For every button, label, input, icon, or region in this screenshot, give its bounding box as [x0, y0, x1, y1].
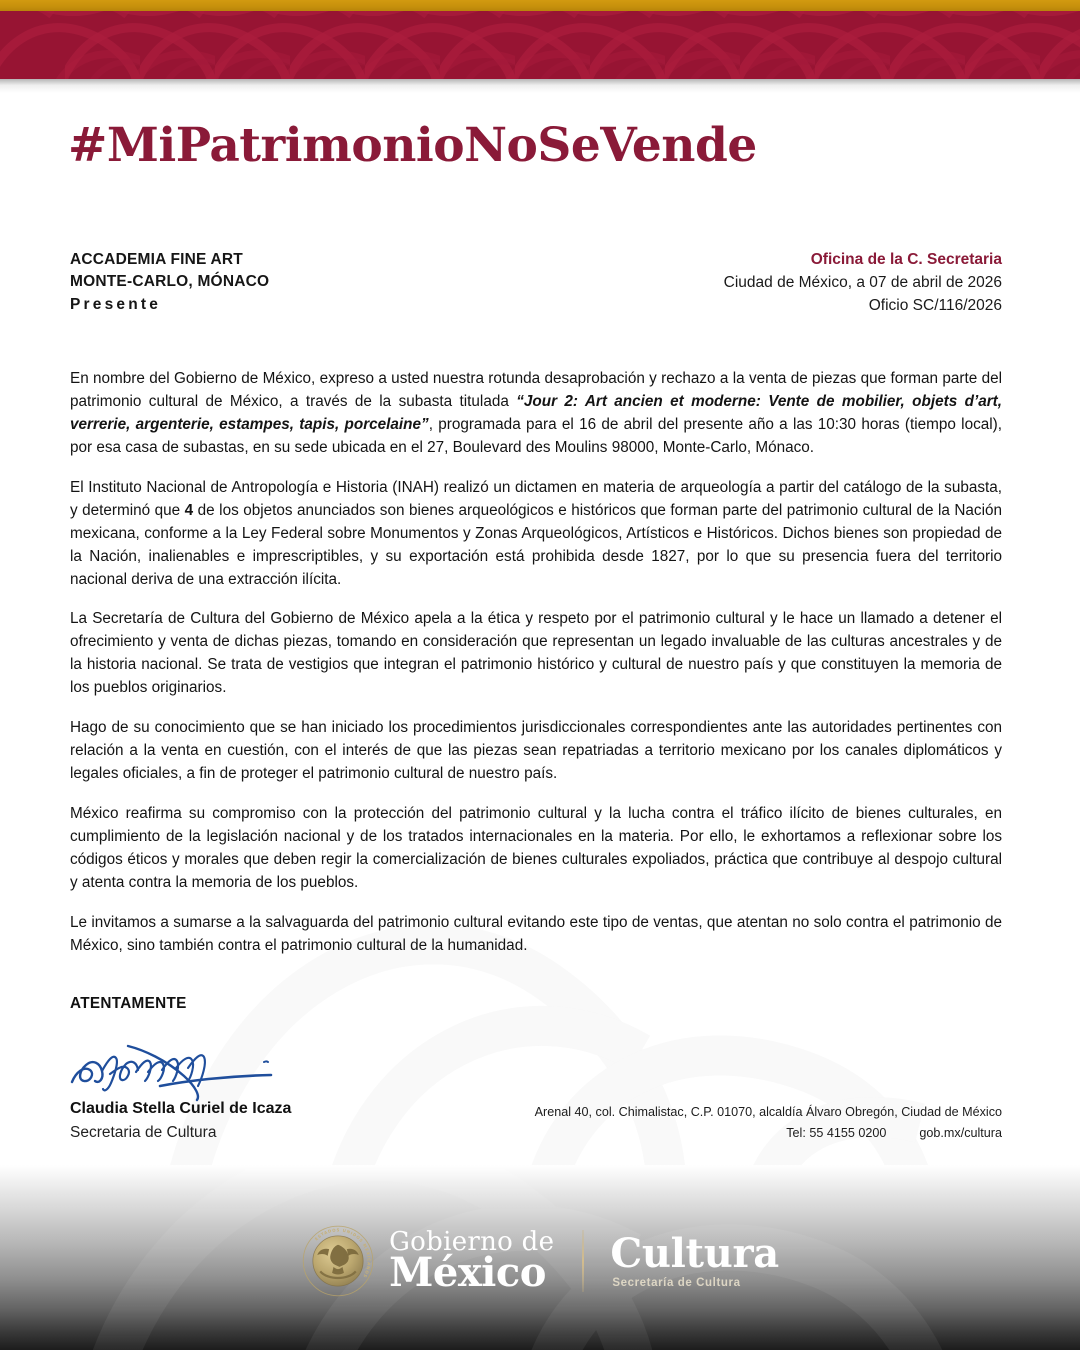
mexican-coat-of-arms-seal-icon: [301, 1224, 375, 1298]
band-swirl-pattern: [0, 11, 1080, 79]
gob-line-2: México: [389, 1249, 546, 1297]
letter-body: [70, 368, 1002, 975]
sender-block: [724, 249, 1002, 317]
office-address-block: [535, 1102, 1002, 1144]
paragraph-1: [70, 368, 1002, 460]
office-contact-row: [535, 1123, 1002, 1144]
recipient-line-1: ACCADEMIA FINE ART: [70, 251, 243, 268]
handwritten-signature: [66, 1034, 296, 1104]
object-count: 4: [184, 501, 194, 519]
cultura-subtitle: Secretaría de Cultura: [612, 1276, 741, 1289]
page-title: #MiPatrimonioNoSeVende: [68, 118, 757, 173]
gob-line-1: Gobierno de: [389, 1226, 555, 1257]
paragraph-2-part-a: El Instituto Nacional de Antropología e Historia (INAH) realizó un dictamen en materia de arqueología a partir del catálogo de la subasta, y determinó que: [70, 478, 1002, 519]
recipient-presente: Presente: [70, 295, 162, 313]
paragraph-1-part-a: En nombre del Gobierno de México, expreso a usted nuestra rotunda desaprobación y rechazo a la venta de piezas que forman parte del patrimonio cultural de México, a través de la subasta titulada: [70, 370, 1002, 410]
sender-office: Oficina de la C. Secretaria: [810, 251, 1002, 268]
gobierno-de-mexico-wordmark: [389, 1226, 555, 1297]
footer-logo-row: [0, 1224, 1080, 1298]
office-telephone: Tel: 55 4155 0200: [786, 1125, 887, 1140]
maroon-header-band: [0, 11, 1080, 79]
cultura-title: Cultura: [610, 1229, 779, 1277]
logo-divider: [582, 1230, 584, 1292]
closing-salutation: ATENTAMENTE: [70, 995, 187, 1012]
paragraph-1-part-b: , programada para el 16 de abril del presente año a las 10:30 horas (tiempo local), por esa casa de subastas, en su sede ubicada en el 27, Boulevard des Moulins 98000, Monte-Carlo, Mónaco.: [70, 415, 1002, 456]
cultura-wordmark: [610, 1229, 779, 1289]
paragraph-2-part-b: de los objetos anunciados son bienes arqueológicos e históricos que forman parte del patrimonio cultural de la Nación mexicana, conforme a la Ley Federal sobre Monumentos y Zonas Arqueológicos, Artísticos e Históricos. Dichos bienes son propiedad de la Nación, inalienables e imprescriptibles, y su exportación está prohibida desde 1827, por lo que su presencia fuera del territorio nacional deriva de una extracción ilícita.: [70, 501, 1002, 588]
sender-place-date: Ciudad de México, a 07 de abril de 2026: [723, 273, 1002, 291]
paragraph-4: Hago de su conocimiento que se han iniciado los procedimientos jurisdiccionales correspondientes ante las autoridades pertinentes con relación a la venta en cuestión, con el interés de que las piezas sean repatriadas a territorio mexicano por los canales diplomáticos y legales oficiales, a fin de proteger el patrimonio cultural de nuestro país.: [70, 719, 1002, 783]
auction-title: “Jour 2: Art ancien et moderne: Vente de mobilier, objets d’art, verrerie, argenterie, estampes, tapis, porcelaine”: [70, 392, 1002, 433]
signer-role: Secretaria de Cultura: [70, 1124, 217, 1141]
signer-name: Claudia Stella Curiel de Icaza: [70, 1100, 292, 1117]
recipient-line-2: MONTE-CARLO, MÓNACO: [70, 273, 270, 291]
gold-top-bar: [0, 0, 1080, 11]
paragraph-3: La Secretaría de Cultura del Gobierno de México apela a la ética y respeto por el patrimonio cultural y le hace un llamado a detener el ofrecimiento y venta de dichas piezas, tomando en consideración que representan un legado invaluable de las culturas ancestrales y de la historia nacional. Se trata de vestigios que integran el patrimonio histórico y cultural de nuestro país y que constituyen la memoria de los pueblos originarios.: [70, 610, 1002, 697]
paragraph-2: [70, 477, 1002, 592]
svg-text:ESTADOS UNIDOS MEXICANOS: ESTADOS UNIDOS MEXICANOS: [313, 1227, 372, 1280]
office-address-street: Arenal 40, col. Chimalistac, C.P. 01070, alcaldía Álvaro Obregón, Ciudad de México: [534, 1105, 1002, 1119]
sender-oficio-number: Oficio SC/116/2026: [868, 296, 1002, 314]
recipient-block: [70, 249, 269, 316]
office-website: gob.mx/cultura: [919, 1125, 1002, 1140]
band-drop-shadow: [0, 79, 1080, 93]
paragraph-5: México reafirma su compromiso con la protección del patrimonio cultural y la lucha contra el tráfico ilícito de bienes culturales, en cumplimiento de la legislación nacional y de los tratados internacionales en la materia. Por ello, le exhortamos a reflexionar sobre los códigos éticos y morales que deben regir la comercialización de bienes culturales expoliados, práctica que contribuye al despojo cultural y atenta contra la memoria de los pueblos.: [70, 805, 1002, 891]
paragraph-6: Le invitamos a sumarse a la salvaguarda del patrimonio cultural evitando este tipo de ventas, que atentan no solo contra el patrimonio de México, sino también contra el patrimonio cultural de la humanidad.: [70, 913, 1002, 954]
